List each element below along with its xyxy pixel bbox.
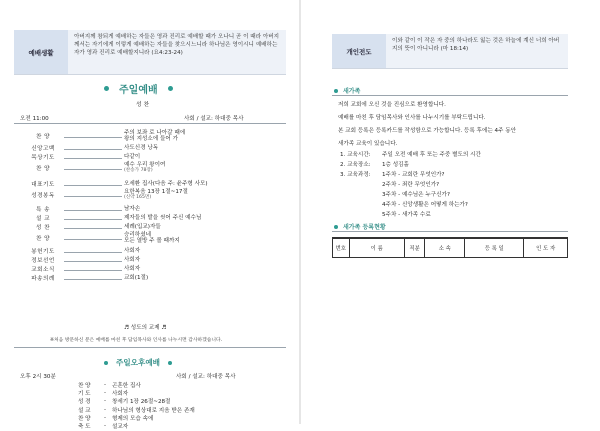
education-line — [340, 160, 409, 168]
bullet-icon — [334, 225, 338, 229]
row-content — [124, 275, 264, 281]
row-label: 정보선언 — [31, 258, 55, 264]
content-line: 승리하셨네 — [124, 231, 152, 238]
row-label: 봉헌기도 — [31, 249, 55, 255]
afternoon-service-title: 주일오후예배 — [104, 357, 172, 368]
note-mark: ※ — [50, 338, 55, 343]
row-content — [124, 257, 264, 263]
dotted-line — [64, 210, 122, 211]
header-label: 개인전도 — [332, 34, 386, 68]
header-verse: 아버지께 참되게 예배하는 자들은 영과 진리로 예배할 때가 오나니 곧 이 때라 아버지께서는 자기에게 이렇게 예배하는 자들을 찾으시느니라 하나님은 영이시니 예배하는 자가 영과 진리로 예배할지니라 (요4:23-24) — [68, 30, 286, 74]
content-line: 주의 보좌 로 나아갈 때에 — [124, 129, 186, 136]
dotted-line — [64, 252, 122, 253]
right-page — [304, 0, 600, 424]
education-value: 3주차 - 예수님은 누구신가? — [382, 192, 450, 198]
row-label: 기 도 — [78, 391, 91, 398]
afternoon-time: 오후 2시 30분 — [20, 374, 56, 380]
content-line: 사도신경 낭독 — [124, 144, 159, 151]
content-line: 세례(입교)자들 — [124, 223, 161, 230]
row-content — [124, 224, 264, 230]
service-row — [24, 179, 284, 189]
column-header: 번호 — [333, 238, 350, 258]
music-note-icon: ♬ — [161, 325, 167, 331]
morning-service-title: 주일예배 — [104, 81, 173, 96]
education-line — [340, 150, 481, 158]
dotted-line — [64, 239, 122, 240]
welcome-line: 새가족 교육이 있습니다. — [338, 141, 398, 147]
afternoon-row — [78, 421, 278, 431]
row-separator: - — [104, 398, 107, 405]
content-line: 교회(1절) — [124, 274, 149, 281]
dotted-line — [64, 261, 122, 262]
education-key: 1. 교육시간: — [340, 152, 371, 158]
content-line: 사회자 — [124, 265, 141, 272]
row-content — [124, 232, 264, 245]
fellowship-line: ♬ 성도의 교제 ♬ — [124, 325, 167, 331]
education-value: 1주차 - 교회란 무엇인가? — [382, 172, 445, 178]
row-content — [124, 130, 264, 143]
dotted-line — [64, 219, 122, 220]
service-leader: 사회 / 설교: 하대중 목사 — [184, 116, 244, 122]
row-label: 찬 양 — [35, 134, 51, 140]
service-row — [24, 152, 284, 162]
dotted-line — [64, 149, 122, 150]
row-content — [124, 189, 264, 202]
education-line — [340, 200, 468, 208]
dotted-line — [64, 196, 122, 197]
row-content: 창세기 1장 26절~28절 — [112, 399, 171, 406]
content-line: (신약 165면) — [124, 195, 152, 200]
row-content: 사회자 — [112, 391, 129, 398]
worship-life-header — [14, 30, 286, 75]
service-subtitle: 성 찬 — [136, 102, 150, 108]
content-line: 남자손 — [124, 205, 141, 212]
divider-line — [14, 347, 286, 348]
row-label: 목상기도 — [31, 155, 55, 161]
row-label: 성 찬 — [35, 225, 51, 231]
divider-line — [332, 95, 568, 96]
row-content: 곤혼한 집사 — [112, 383, 141, 389]
education-line — [340, 180, 439, 188]
service-row — [24, 222, 284, 232]
education-key: 3. 교육과정: — [340, 172, 371, 178]
content-line: 모든 열방 주 볼 때까지 — [124, 238, 180, 244]
row-separator: - — [104, 406, 107, 413]
row-label: 찬 양 — [78, 415, 91, 422]
registration-table — [332, 237, 568, 258]
column-header: 인 도 자 — [524, 238, 568, 258]
row-label: 성경봉독 — [31, 193, 55, 199]
row-separator: - — [104, 414, 107, 421]
column-header: 직분 — [404, 238, 424, 258]
dotted-line — [64, 158, 122, 159]
registration-title: 새가족 등록현황 — [334, 222, 386, 231]
welcome-line: 본 교회 등록은 등록카드를 작성함으로 가능합니다. 등록 후에는 4주 동안 — [338, 128, 517, 134]
education-value: 4주차 - 신앙생활은 어떻게 하는가? — [382, 202, 468, 208]
row-label: 신앙고백 — [31, 146, 55, 152]
column-header: 소 속 — [425, 238, 465, 258]
dotted-line — [64, 228, 122, 229]
bullet-icon — [168, 86, 173, 91]
afternoon-leader: 사회 / 설교: 하대중 목사 — [176, 374, 236, 380]
education-value: 2주차 - 죄란 무엇인가? — [382, 182, 440, 188]
service-time: 오전 11:00 — [20, 116, 49, 122]
evangelism-header — [332, 34, 568, 69]
education-key: 2. 교육장소: — [340, 162, 371, 168]
header-label: 예배생활 — [14, 30, 68, 74]
education-line — [340, 210, 431, 218]
service-row — [24, 273, 284, 283]
education-value: 5주차 - 새가족 수료 — [382, 212, 431, 218]
row-separator: - — [104, 382, 107, 388]
row-content — [124, 154, 264, 160]
dotted-line — [64, 270, 122, 271]
content-line: 예수 우리 왕이여 — [124, 161, 166, 168]
row-content — [124, 145, 264, 151]
row-content — [124, 215, 264, 221]
row-separator: - — [104, 423, 107, 429]
row-label: 파송의례 — [31, 276, 55, 282]
visitor-note: ※처음 방문하신 분은 예배를 마친 후 담임목사와 인사를 나누시면 감사하겠습니다. — [50, 338, 223, 343]
dotted-line — [64, 169, 122, 170]
education-value: 주일 오전 예배 후 또는 주중 별도의 시간 — [382, 152, 481, 158]
row-label: 찬 양 — [78, 383, 91, 389]
divider-line — [14, 123, 286, 124]
content-line: 사회자 — [124, 247, 141, 254]
row-label: 특 송 — [35, 207, 51, 213]
bullet-icon — [104, 86, 109, 91]
row-label: 성 경 — [78, 399, 91, 406]
row-content: 하나님의 형상대로 지음 받은 존재 — [112, 407, 195, 414]
row-label: 대표기도 — [31, 182, 55, 188]
row-label: 설 교 — [78, 407, 91, 414]
education-value: 1층 성김홀 — [382, 162, 409, 168]
content-line: 다같이 — [124, 153, 141, 160]
content-line: (찬송가 78장) — [124, 168, 153, 173]
bullet-icon — [168, 361, 172, 365]
row-content — [124, 248, 264, 254]
row-label: 교회소식 — [31, 267, 55, 273]
row-content: 설교자 — [112, 424, 129, 430]
bullet-icon — [104, 361, 108, 365]
education-line — [340, 190, 450, 198]
table-header-row — [333, 238, 568, 258]
row-label: 설 교 — [35, 216, 51, 222]
divider-line — [332, 231, 568, 232]
newcomer-title: 새가족 — [334, 86, 360, 95]
bullet-icon — [334, 89, 338, 93]
row-label: 축 도 — [78, 424, 91, 430]
row-label: 찬 양 — [35, 166, 51, 172]
content-line: 제자들의 발을 씻어 주신 예수님 — [124, 214, 202, 221]
row-content — [124, 206, 264, 212]
row-label: 찬 양 — [35, 236, 51, 242]
service-row — [24, 233, 284, 243]
column-header: 이 름 — [349, 238, 404, 258]
row-separator: - — [104, 390, 107, 397]
content-line: 요한복음 13장 1절~17절 — [124, 188, 188, 195]
row-content — [124, 162, 264, 175]
content-line: 왕의 지성소에 들어 가 — [124, 136, 178, 142]
page-divider — [299, 0, 301, 424]
service-row — [24, 190, 284, 200]
header-verse: 이와 같이 이 작은 자 중의 하나라도 잃는 것은 하늘에 계신 너희 아버지의 뜻이 아니니라 (마 18:14) — [386, 34, 568, 68]
dotted-line — [64, 279, 122, 280]
welcome-line: 저희 교회에 오신 것을 진심으로 환영합니다. — [338, 102, 446, 108]
service-row — [24, 131, 284, 141]
row-content — [124, 266, 264, 272]
row-content — [124, 181, 264, 187]
content-line: 오세환 집사(다음 주: 윤주형 사모) — [124, 180, 208, 187]
column-header: 등 록 일 — [465, 238, 524, 258]
education-line — [340, 170, 445, 178]
music-note-icon: ♬ — [124, 325, 130, 331]
dotted-line — [64, 185, 122, 186]
service-row — [24, 163, 284, 173]
content-line: 사회자 — [124, 256, 141, 263]
dotted-line — [64, 137, 122, 138]
row-content: 형제의 모습 속에 — [112, 415, 154, 422]
welcome-line: 예배를 마친 후 담임목사와 인사를 나누시기를 부탁드립니다. — [338, 115, 486, 121]
left-page — [0, 0, 298, 430]
